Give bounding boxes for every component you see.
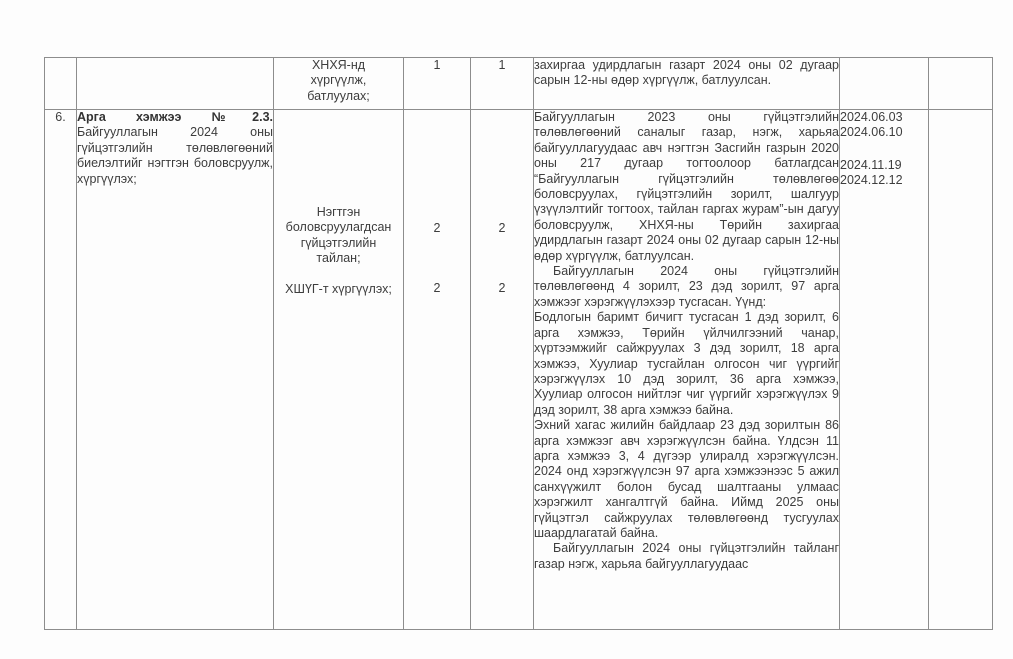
- cell-number-empty: [45, 58, 77, 110]
- date-value: 2024.06.03: [840, 110, 903, 124]
- result-paragraph: Байгууллагын 2024 оны гүйцэтгэлийн төлөвлөгөөнд 4 зорилт, 23 дэд зорилт, 97 арга хэмжээг хэрэгжүүлэхээр тусгасан. Үүнд:: [534, 264, 839, 309]
- cell-result-text: [534, 58, 840, 110]
- result-paragraph: Байгууллагын 2023 оны гүйцэтгэлийн төлөвлөгөөний саналыг газар, нэгж, харьяа байгууллагуудаас авч нэгтгэн Засгийн газрын 2020 оны 217 дугаар тогтоолоор батлагдсан “Байгууллагын гүйцэтгэлийн төлөвлөгөө боловсруулах, гүйцэтгэлийн зорилт, шалгуур үзүүлэлтийг тогтоох, тайлан гаргах журам”-ын дагуу боловсруулж, ХНХЯ-ны Төрийн захиргаа удирдлагын газарт 2024 оны 02 дугаар сарын 12-ны өдөр хүргүүлж, батлуулсан.: [534, 110, 839, 263]
- cell-score-empty: [929, 58, 993, 110]
- indicator-1: Нэгтгэн боловсруулагдсан гүйцэтгэлийн тайлан;: [285, 205, 392, 266]
- cell-measure-empty: [77, 58, 274, 110]
- measure-paragraph: [77, 110, 273, 187]
- indicator-line: батлуулах;: [307, 88, 370, 103]
- cell-row-number: 6.: [45, 110, 77, 630]
- result-paragraph: Эхний хагас жилийн байдлаар 23 дэд зорилтын 86 арга хэмжээг авч хэрэгжүүлсэн байна. Үлдсэн 11 арга хэмжээ 3, 4 дүгээр улиралд хэрэгжүүлсэн. 2024 онд хэрэгжүүлсэн 97 арга хэмжээнээс 5 ажил санхүүжилт болон бусад шалтгааны улмаас хэрэгжилт хангалтгүй байна. Иймд 2025 оны гүйцэтгэл сайжруулах төлөвлөгөөнд тусгуулах шаардлагатай байна.: [534, 418, 839, 540]
- actual-value-1: 2: [498, 221, 506, 235]
- cell-actual-values: [471, 110, 534, 630]
- cell-target-value: 1: [404, 58, 471, 110]
- date-value: 2024.06.10: [840, 125, 903, 140]
- indicator-2: ХШҮГ-т хүргүүлэх;: [285, 281, 392, 296]
- date-value: 2024.12.12: [840, 173, 903, 188]
- date-value: 2024.11.19: [840, 157, 902, 172]
- cell-indicator: [274, 58, 404, 110]
- cell-result-text: [534, 110, 840, 630]
- actual-value-2: 2: [498, 281, 506, 296]
- cell-target-values: [404, 110, 471, 630]
- target-value-1: 2: [433, 221, 441, 235]
- indicator-line: ХНХЯ-нд: [311, 58, 366, 72]
- result-paragraph: Байгууллагын 2024 оны гүйцэтгэлийн тайланг газар нэгж, харьяа байгууллагуудаас: [534, 541, 839, 571]
- cell-dates: [840, 110, 929, 630]
- table-row-measure-6: [45, 110, 993, 630]
- cell-score-empty: [929, 110, 993, 630]
- performance-report-table: [44, 57, 993, 630]
- indicator-line: хүргүүлж,: [310, 73, 367, 88]
- measure-text: Байгууллагын 2024 оны гүйцэтгэлийн төлөвлөгөөний биелэлтийг нэгтгэн боловсруулж, хүргүүлэх;: [77, 125, 273, 186]
- result-paragraph: захиргаа удирдлагын газарт 2024 оны 02 дугаар сарын 12-ны өдөр хүргүүлж, батлуулсан.: [534, 58, 839, 88]
- table-row-continuation: [45, 58, 993, 110]
- cell-actual-value: 1: [471, 58, 534, 110]
- cell-indicator: [274, 110, 404, 630]
- measure-title: Арга хэмжээ №2.3.: [77, 110, 273, 124]
- target-value-2: 2: [433, 281, 441, 296]
- result-paragraph: Бодлогын баримт бичигт тусгасан 1 дэд зорилт, 6 арга хэмжээ, Төрийн үйлчилгээний чанар, хүртээмжийг сайжруулах 3 дэд зорилт, 18 арга хэмжээ, Хуулиар тусгайлан олгосон чиг үүргийг хэрэгжүүлэх 10 дэд зорилт, 36 арга хэмжээ, Хуулиар олгосон нийтлэг чиг үүргийг хэрэгжүүлэх 9 дэд зорилт, 38 арга хэмжээ байна.: [534, 310, 839, 417]
- cell-date-empty: [840, 58, 929, 110]
- cell-measure: [77, 110, 274, 630]
